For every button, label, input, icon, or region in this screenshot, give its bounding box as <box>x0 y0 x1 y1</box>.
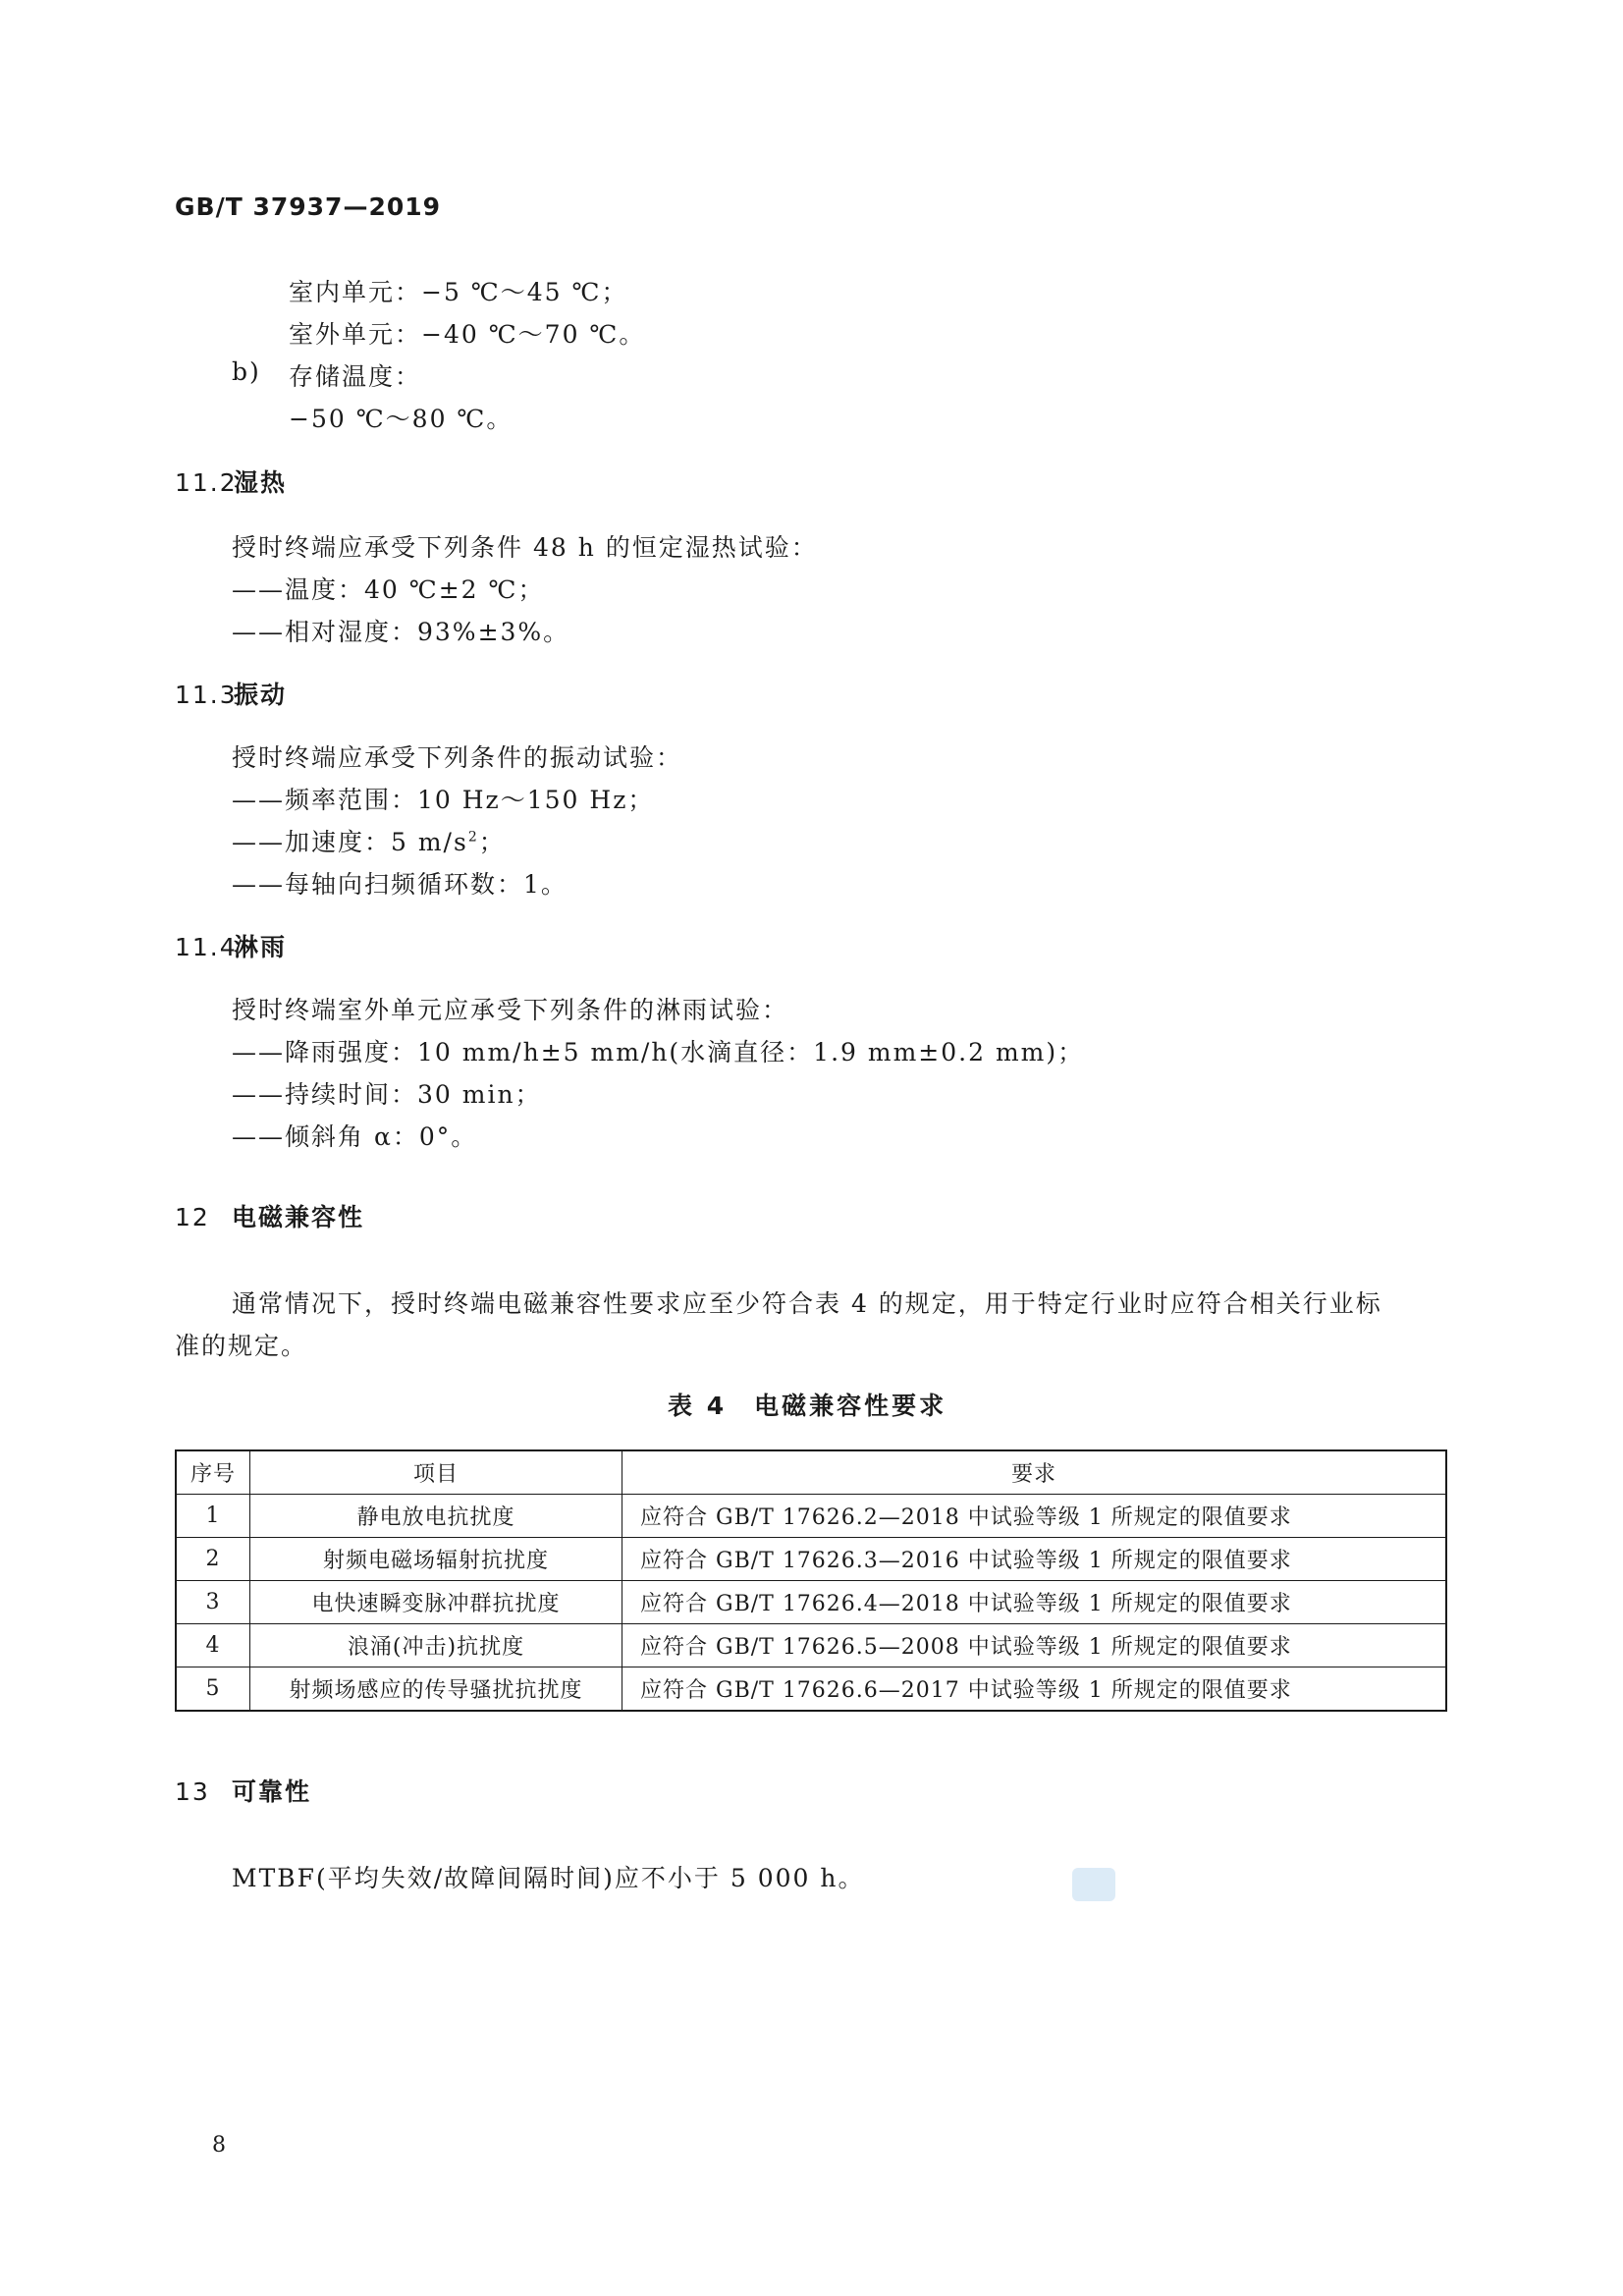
cell-seq: 1 <box>176 1495 250 1538</box>
section-number: 11.2 <box>175 468 238 497</box>
watermark-logo-icon <box>1072 1868 1115 1901</box>
cell-seq: 4 <box>176 1624 250 1667</box>
cell-item: 浪涌(冲击)抗扰度 <box>250 1624 622 1667</box>
list-item: ——频率范围：10 Hz～150 Hz； <box>232 786 655 814</box>
section-title: 可靠性 <box>232 1777 312 1806</box>
section-11-2-heading <box>175 464 287 499</box>
list-item: ——倾斜角 α：0°。 <box>232 1122 478 1151</box>
table-caption: 表 4 电磁兼容性要求 <box>668 1392 947 1420</box>
list-item: ——持续时间：30 min； <box>232 1080 542 1109</box>
section-number: 12 <box>175 1203 210 1231</box>
cell-seq: 5 <box>176 1667 250 1712</box>
section-12-paragraph-line2: 准的规定。 <box>175 1332 308 1360</box>
section-number: 13 <box>175 1777 210 1806</box>
table-row <box>176 1538 1446 1581</box>
env-outdoor-line: 室外单元：−40 ℃～70 ℃。 <box>289 320 646 349</box>
list-label-b: b) <box>232 357 261 386</box>
section-13-paragraph: MTBF(平均失效/故障间隔时间)应不小于 5 000 h。 <box>232 1864 865 1892</box>
list-item: ——相对湿度：93%±3%。 <box>232 618 570 646</box>
cell-requirement: 应符合 GB/T 17626.6—2017 中试验等级 1 所规定的限值要求 <box>622 1667 1447 1712</box>
page-number: 8 <box>212 2133 226 2158</box>
section-11-4-intro: 授时终端室外单元应承受下列条件的淋雨试验： <box>232 996 789 1024</box>
cell-item: 射频电磁场辐射抗扰度 <box>250 1538 622 1581</box>
section-title: 振动 <box>234 681 288 709</box>
cell-seq: 3 <box>176 1581 250 1624</box>
cell-item: 射频场感应的传导骚扰抗扰度 <box>250 1667 622 1712</box>
table-row <box>176 1624 1446 1667</box>
section-title: 电磁兼容性 <box>232 1203 365 1231</box>
cell-item: 静电放电抗扰度 <box>250 1495 622 1538</box>
column-header-requirement: 要求 <box>622 1450 1447 1495</box>
column-header-item: 项目 <box>250 1450 622 1495</box>
cell-requirement: 应符合 GB/T 17626.4—2018 中试验等级 1 所规定的限值要求 <box>622 1581 1447 1624</box>
column-header-seq: 序号 <box>176 1450 250 1495</box>
table-header-row <box>176 1450 1446 1495</box>
list-item <box>232 823 506 858</box>
section-11-3-heading <box>175 676 287 711</box>
list-item: ——降雨强度：10 mm/h±5 mm/h(水滴直径：1.9 mm±0.2 mm)； <box>232 1038 1085 1066</box>
section-title: 湿热 <box>234 468 288 497</box>
table-row <box>176 1581 1446 1624</box>
env-indoor-line: 室内单元：−5 ℃～45 ℃； <box>289 278 628 306</box>
cell-item: 电快速瞬变脉冲群抗扰度 <box>250 1581 622 1624</box>
table-row <box>176 1495 1446 1538</box>
cell-seq: 2 <box>176 1538 250 1581</box>
section-number: 11.4 <box>175 933 238 961</box>
section-11-3-intro: 授时终端应承受下列条件的振动试验： <box>232 743 683 772</box>
section-12-paragraph-line1: 通常情况下，授时终端电磁兼容性要求应至少符合表 4 的规定，用于特定行业时应符合相关行业标 <box>232 1289 1382 1318</box>
section-12-heading <box>175 1198 364 1233</box>
cell-requirement: 应符合 GB/T 17626.3—2016 中试验等级 1 所规定的限值要求 <box>622 1538 1447 1581</box>
section-11-2-intro: 授时终端应承受下列条件 48 h 的恒定湿热试验： <box>232 533 818 562</box>
storage-temp-value: −50 ℃～80 ℃。 <box>289 405 514 433</box>
cell-requirement: 应符合 GB/T 17626.2—2018 中试验等级 1 所规定的限值要求 <box>622 1495 1447 1538</box>
section-13-heading <box>175 1773 311 1808</box>
storage-temp-label: 存储温度： <box>289 362 422 391</box>
superscript: 2 <box>467 829 479 846</box>
section-11-4-heading <box>175 928 287 963</box>
section-title: 淋雨 <box>234 933 288 961</box>
punctuation: ； <box>478 828 506 856</box>
list-item: ——温度：40 ℃±2 ℃； <box>232 575 545 604</box>
table-row <box>176 1667 1446 1712</box>
section-number: 11.3 <box>175 681 238 709</box>
acceleration-text: ——加速度：5 m/s <box>232 828 468 856</box>
emc-requirements-table <box>175 1449 1447 1712</box>
list-item: ——每轴向扫频循环数：1。 <box>232 870 568 899</box>
standard-header: GB/T 37937—2019 <box>175 192 442 221</box>
cell-requirement: 应符合 GB/T 17626.5—2008 中试验等级 1 所规定的限值要求 <box>622 1624 1447 1667</box>
